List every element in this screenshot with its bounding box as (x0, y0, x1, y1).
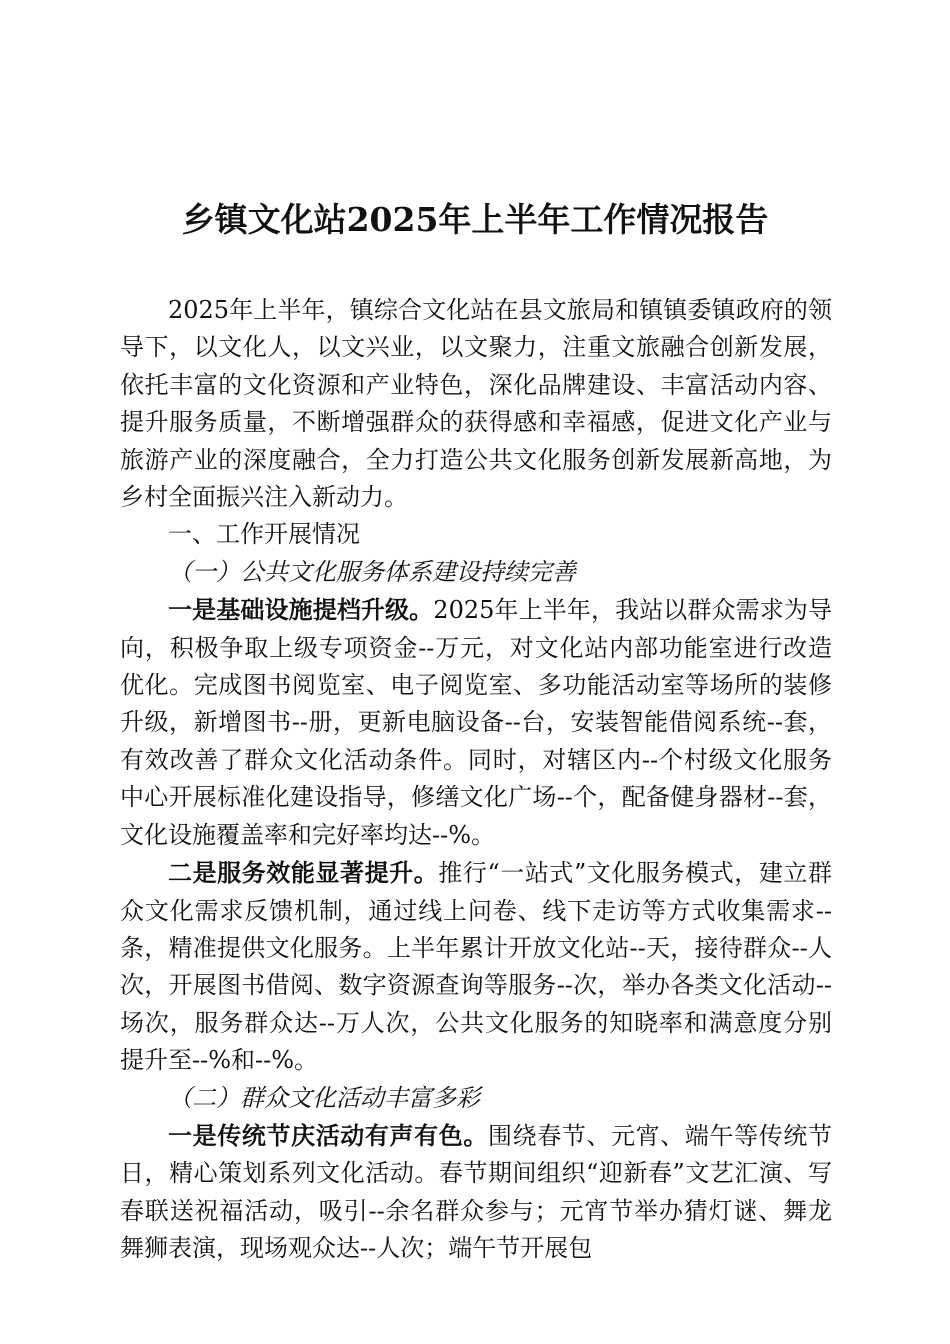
paragraph-service (120, 854, 832, 1079)
intro-paragraph: 2025年上半年，镇综合文化站在县文旅局和镇镇委镇政府的领导下，以文化人，以文兴业，以文聚力，注重文旅融合创新发展，依托丰富的文化资源和产业特色，深化品牌建设、丰富活动内容、提升服务质量，不断增强群众的获得感和幸福感，促进文化产业与旅游产业的深度融合，全力打造公共文化服务创新发展新高地，为乡村全面振兴注入新动力。 (120, 296, 832, 512)
paragraph-text: 2025年上半年，我站以群众需求为导向，积极争取上级专项资金--万元，对文化站内部功能室进行改造优化。完成图书阅览室、电子阅览室、多功能活动室等场所的装修升级，新增图书--册，更新电脑设备--台，安装智能借阅系统--套，有效改善了群众文化活动条件。同时，对辖区内--个村级文化服务中心开展标准化建设指导，修缮文化广场--个，配备健身器材--套，文化设施覆盖率和完好率均达--%。 (120, 596, 833, 849)
paragraph-lead: 一是传统节庆活动有声有色。 (168, 1120, 488, 1150)
paragraph-text: 围绕春节、元宵、端午等传统节日，精心策划系列文化活动。春节期间组织“迎新春”文艺汇演、写春联送祝福活动，吸引--余名群众参与；元宵节举办猜灯谜、舞龙舞狮表演，现场观众达--人次；端午节开展包 (120, 1121, 832, 1263)
subsection-heading-1: （一）公共文化服务体系建设持续完善 (168, 557, 576, 586)
paragraph-festivals (120, 1117, 832, 1268)
document-title: 乡镇文化站2025年上半年工作情况报告 (181, 200, 769, 239)
section-heading: 一、工作开展情况 (168, 520, 360, 549)
paragraph-lead: 二是服务效能显著提升。 (168, 858, 439, 888)
paragraph-lead: 一是基础设施提档升级。 (168, 595, 434, 625)
paragraph-infrastructure (120, 591, 832, 854)
paragraph-text: 推行“一站式”文化服务模式，建立群众文化需求反馈机制，通过线上问卷、线下走访等方式收集需求--条，精准提供文化服务。上半年累计开放文化站--天，接待群众--人次，开展图书借阅、数字资源查询等服务--次，举办各类文化活动--场次，服务群众达--万人次，公共文化服务的知晓率和满意度分别提升至--%和--%。 (120, 859, 832, 1075)
document-body (120, 292, 832, 1268)
subsection-heading-2: （二）群众文化活动丰富多彩 (168, 1083, 480, 1112)
